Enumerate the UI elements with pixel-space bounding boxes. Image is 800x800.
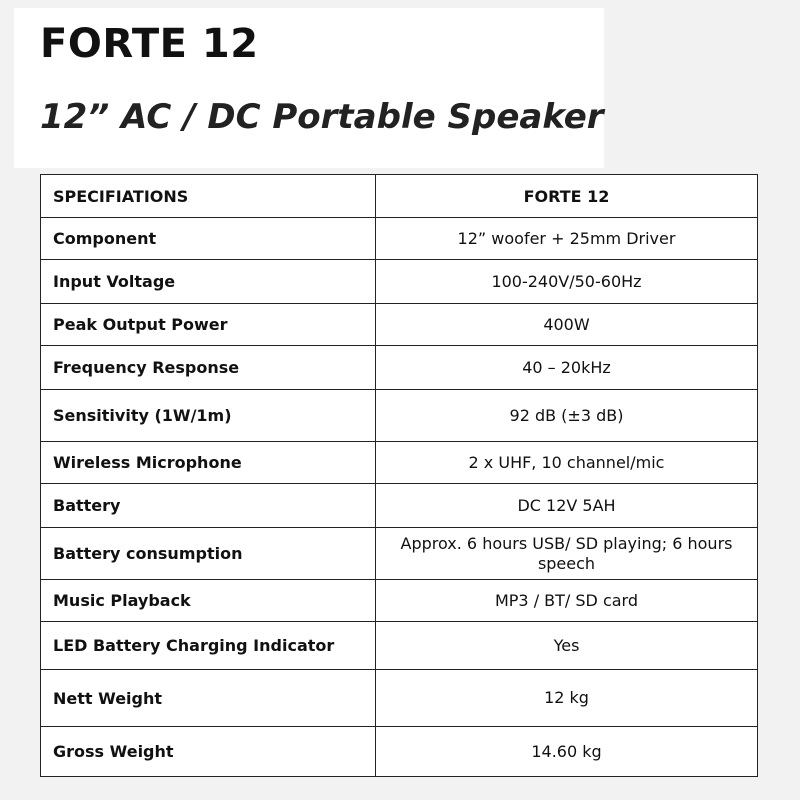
spec-label: Peak Output Power (41, 304, 376, 346)
spec-value (376, 260, 758, 304)
spec-value (376, 218, 758, 260)
table-row (41, 670, 758, 727)
spec-value-text: Yes (553, 635, 580, 655)
spec-value-text: 100-240V/50-60Hz (491, 271, 642, 291)
spec-label: Battery consumption (41, 528, 376, 580)
spec-value-text: MP3 / BT/ SD card (494, 590, 639, 610)
spec-value (376, 622, 758, 670)
table-row (41, 260, 758, 304)
table-row (41, 442, 758, 484)
spec-value (376, 528, 758, 580)
spec-value-text: 400W (543, 314, 590, 334)
table-row (41, 218, 758, 260)
spec-value-text: Approx. 6 hours USB/ SD playing; 6 hours speech (400, 533, 733, 573)
spec-label: Wireless Microphone (41, 442, 376, 484)
table-header-row (41, 175, 758, 218)
spec-value (376, 304, 758, 346)
column-header-model: FORTE 12 (376, 175, 758, 218)
spec-label: LED Battery Charging Indicator (41, 622, 376, 670)
table-row (41, 528, 758, 580)
spec-value-text: 92 dB (±3 dB) (509, 405, 624, 425)
spec-value (376, 727, 758, 777)
table-row (41, 622, 758, 670)
spec-value-text: 40 – 20kHz (522, 357, 611, 377)
table-row (41, 580, 758, 622)
spec-label: Component (41, 218, 376, 260)
spec-label: Frequency Response (41, 346, 376, 390)
spec-value-text: 12” woofer + 25mm Driver (457, 228, 676, 248)
spec-table (40, 174, 758, 777)
table-row (41, 484, 758, 528)
spec-label: Gross Weight (41, 727, 376, 777)
spec-value (376, 346, 758, 390)
spec-value-text: 14.60 kg (531, 741, 602, 761)
spec-value (376, 484, 758, 528)
page-subtitle: 12” AC / DC Portable Speaker (40, 97, 604, 137)
spec-value (376, 390, 758, 442)
table-row (41, 727, 758, 777)
spec-label: Input Voltage (41, 260, 376, 304)
spec-label: Nett Weight (41, 670, 376, 727)
table-row (41, 390, 758, 442)
spec-label: Battery (41, 484, 376, 528)
spec-value-text: 12 kg (544, 688, 589, 707)
spec-value-text: DC 12V 5AH (517, 495, 616, 515)
spec-value-text: 2 x UHF, 10 channel/mic (468, 452, 665, 472)
spec-value (376, 442, 758, 484)
table-row (41, 304, 758, 346)
page-title: FORTE 12 (40, 21, 259, 67)
spec-value (376, 580, 758, 622)
spec-value (376, 670, 758, 727)
spec-label: Music Playback (41, 580, 376, 622)
column-header-specifications: SPECIFIATIONS (41, 175, 376, 218)
spec-label: Sensitivity (1W/1m) (41, 390, 376, 442)
table-row (41, 346, 758, 390)
